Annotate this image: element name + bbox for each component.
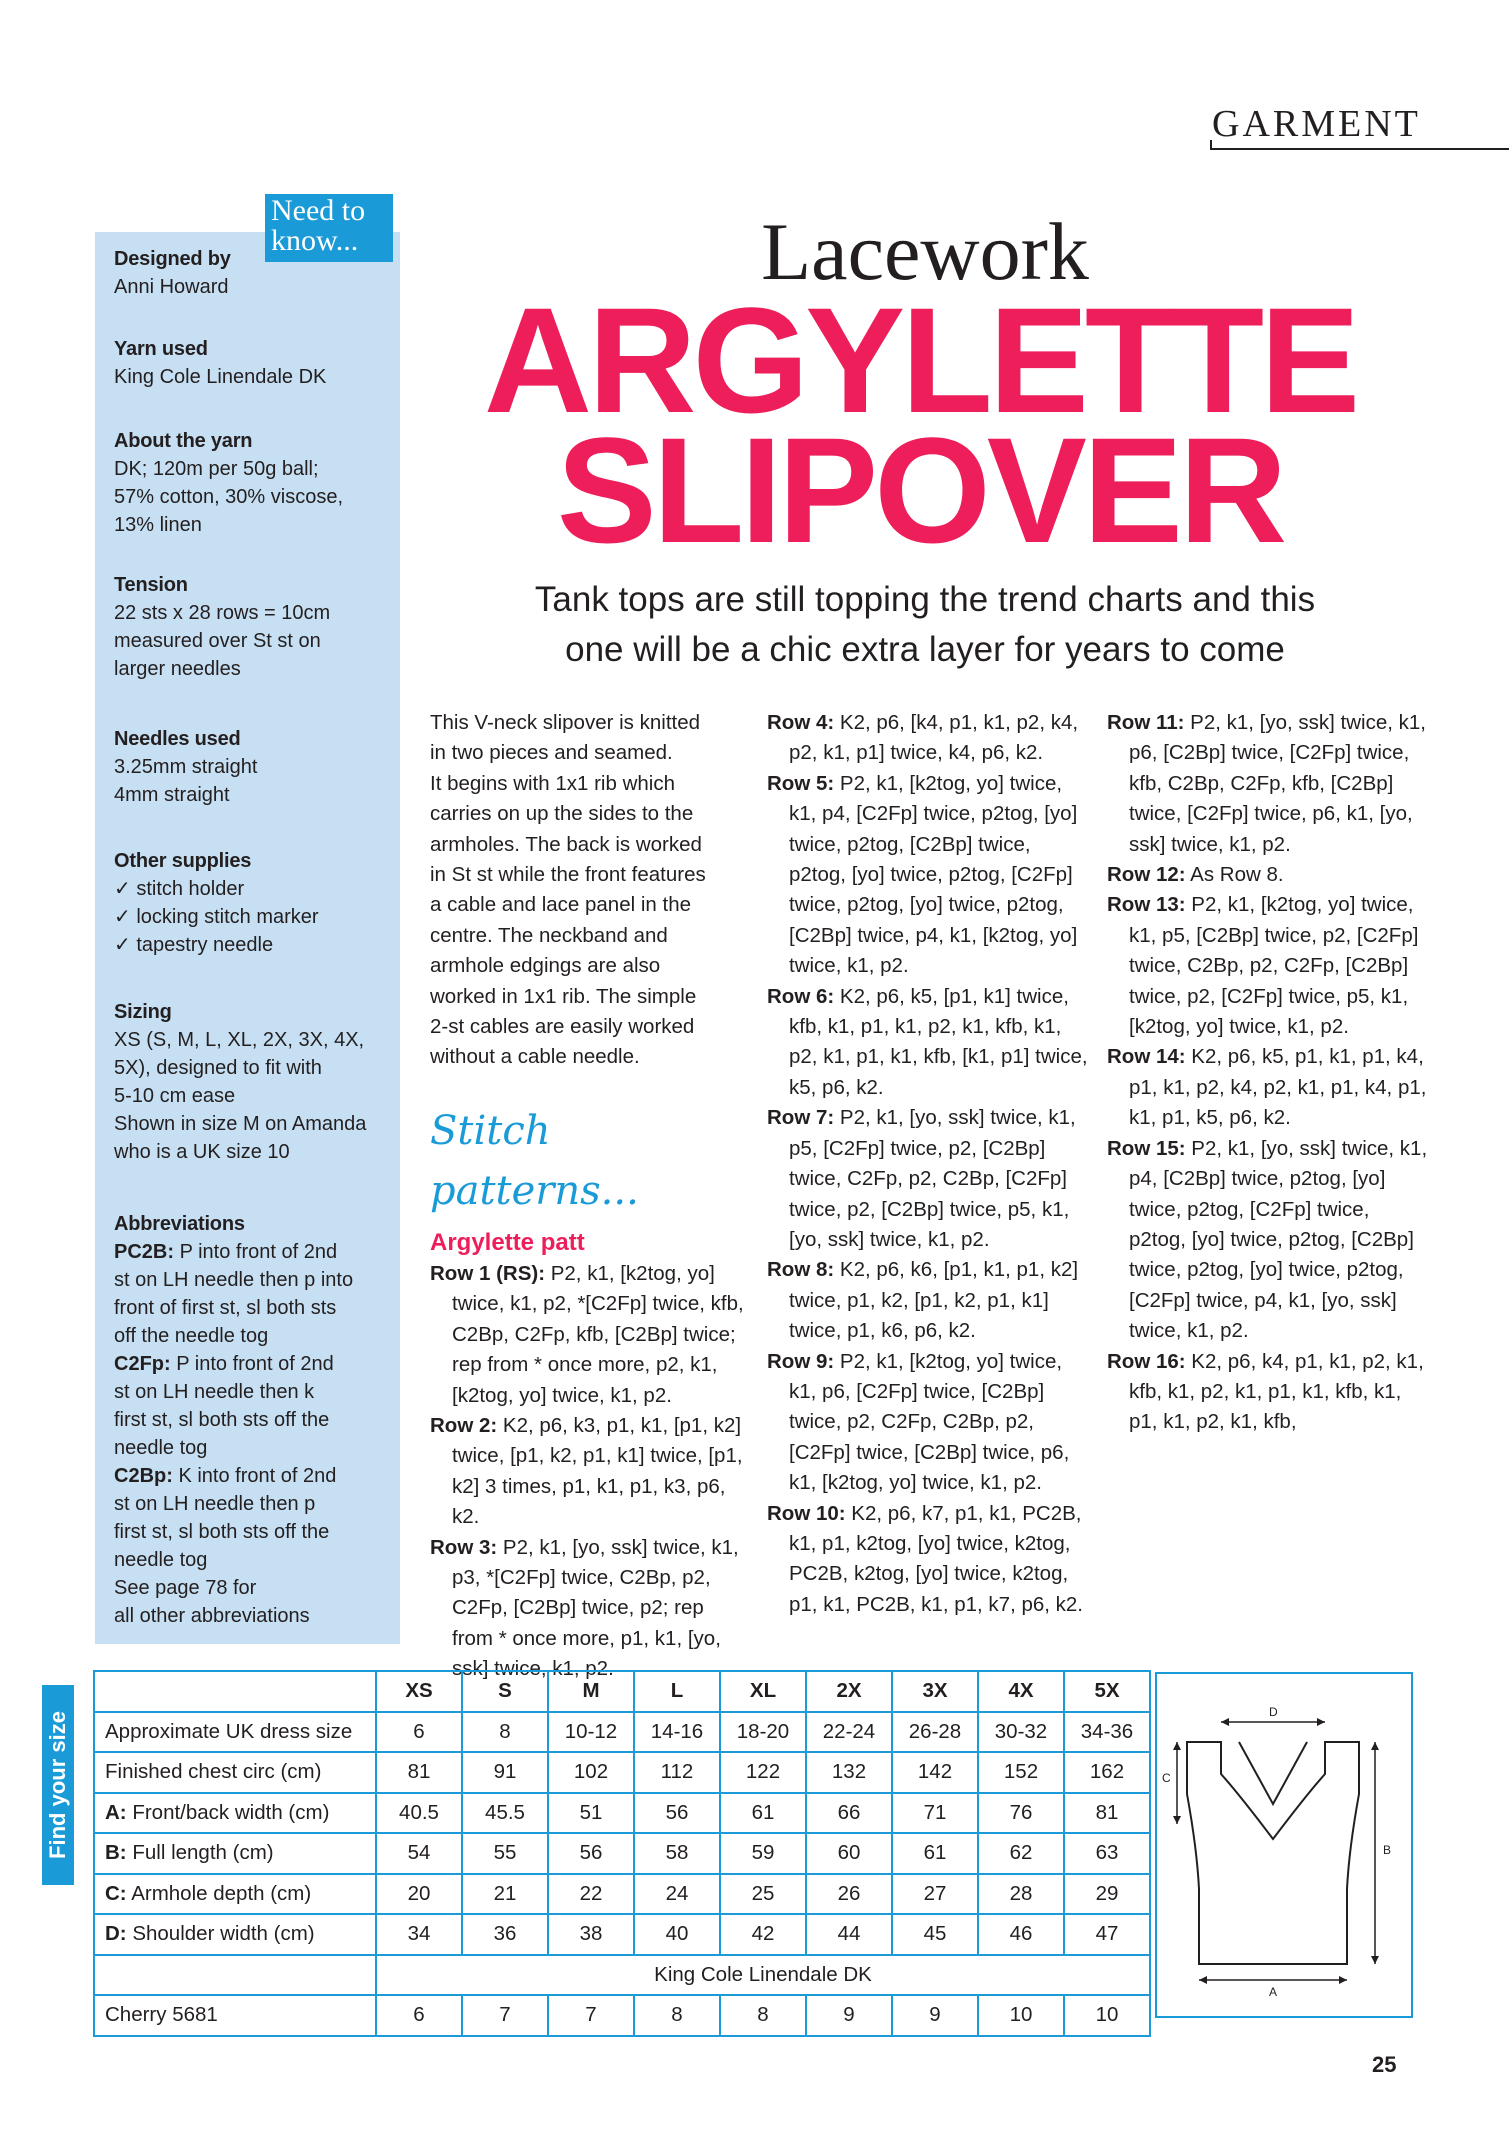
intro-line: a cable and lace panel in the xyxy=(430,893,692,917)
tension-block xyxy=(114,571,386,683)
supplies-item: ✓ tapestry needle xyxy=(114,934,274,956)
pattern-row xyxy=(1107,1347,1429,1438)
table-cell: 21 xyxy=(462,1874,548,1915)
size-header-cell: XL xyxy=(720,1671,806,1712)
table-cell: 29 xyxy=(1064,1874,1150,1915)
title-line-1: ARGYLETTE xyxy=(483,276,1357,444)
row-key: B: xyxy=(105,1841,127,1865)
intro-line: carries on up the sides to the xyxy=(430,802,694,826)
yarn-row-label: Cherry 5681 xyxy=(94,1995,376,2036)
stitch-patterns-heading: Stitch patterns... xyxy=(430,1107,639,1214)
section-rule xyxy=(1210,148,1509,150)
size-header-cell: XS xyxy=(376,1671,462,1712)
supplies-item: ✓ stitch holder xyxy=(114,878,245,900)
table-cell: 28 xyxy=(978,1874,1064,1915)
table-cell: 61 xyxy=(720,1793,806,1834)
pattern-row xyxy=(1107,708,1429,860)
row-text: P2, k1, [yo, ssk] twice, k1, p5, [C2Fp] twice, p2, [C2Bp] twice, C2Fp, p2, C2Bp, [C2Fp] twice, p2, [C2Bp] twice, p5, k1, [yo, ssk] twice, k1, p2. xyxy=(789,1106,1076,1251)
table-cell: 34 xyxy=(376,1914,462,1955)
table-cell: 9 xyxy=(892,1995,978,2036)
table-cell: 22 xyxy=(548,1874,634,1915)
row-key: C: xyxy=(105,1881,127,1905)
row-label: Row 9: xyxy=(767,1349,835,1373)
arrowhead xyxy=(1199,1976,1207,1984)
intro-line: without a cable needle. xyxy=(430,1045,640,1069)
sizing-line: Shown in size M on Amanda xyxy=(114,1113,367,1135)
intro-line: It begins with 1x1 rib which xyxy=(430,771,675,795)
table-cell: 7 xyxy=(462,1995,548,2036)
yarn-used-text: King Cole Linendale DK xyxy=(114,366,327,388)
size-header-cell: S xyxy=(462,1671,548,1712)
column-2 xyxy=(767,708,1089,1620)
abbr-footer: See page 78 for xyxy=(114,1577,257,1599)
table-cell: 61 xyxy=(892,1833,978,1874)
abbr-text: P into front of 2nd xyxy=(170,1353,334,1375)
tension-heading: Tension xyxy=(114,574,188,596)
arrowhead xyxy=(1221,1718,1229,1726)
table-cell: 9 xyxy=(806,1995,892,2036)
row-text: K2, p6, [k4, p1, k1, p2, k4, p2, k1, p1] twice, k4, p6, k2. xyxy=(789,711,1079,765)
table-cell: 71 xyxy=(892,1793,978,1834)
arrowhead xyxy=(1173,1742,1181,1750)
abbr-text: off the needle tog xyxy=(114,1325,269,1347)
row-text: As Row 8. xyxy=(1185,863,1284,887)
size-table xyxy=(93,1670,1151,2037)
size-header-cell: 5X xyxy=(1064,1671,1150,1712)
row-label: Front/back width (cm) xyxy=(126,1800,330,1824)
table-cell: 51 xyxy=(548,1793,634,1834)
table-cell: 7 xyxy=(548,1995,634,2036)
pattern-row xyxy=(1107,860,1429,890)
title-line-2: SLIPOVER xyxy=(556,406,1284,574)
abbr-text: st on LH needle then p into xyxy=(114,1269,354,1291)
sizing-line: 5X), designed to fit with xyxy=(114,1057,322,1079)
yarn-heading-blank xyxy=(94,1955,376,1996)
needles-heading: Needles used xyxy=(114,728,241,750)
row-label: Finished chest circ (cm) xyxy=(105,1760,322,1784)
table-cell: 102 xyxy=(548,1752,634,1793)
row-text: K2, p6, k7, p1, k1, PC2B, k1, p1, k2tog, [yo] twice, k2tog, PC2B, k2tog, [yo] twice, k2tog, p1, k1, PC2B, k1, p1, k7, p6, k2. xyxy=(789,1501,1083,1616)
pattern-row xyxy=(767,1499,1089,1621)
size-header-cell: 4X xyxy=(978,1671,1064,1712)
size-header-cell: 2X xyxy=(806,1671,892,1712)
table-cell: 45.5 xyxy=(462,1793,548,1834)
table-cell: 55 xyxy=(462,1833,548,1874)
table-cell: 162 xyxy=(1064,1752,1150,1793)
table-cell: 47 xyxy=(1064,1914,1150,1955)
page-number: 25 xyxy=(1372,2052,1397,2077)
dimension-b-label: B xyxy=(1383,1843,1392,1857)
table-cell: 36 xyxy=(462,1914,548,1955)
table-cell: 112 xyxy=(634,1752,720,1793)
abbr-key: C2Bp: xyxy=(114,1465,173,1487)
table-cell: 66 xyxy=(806,1793,892,1834)
row-key: A: xyxy=(105,1800,127,1824)
table-cell: 8 xyxy=(720,1995,806,2036)
find-your-size-tab xyxy=(42,1685,74,1885)
garment-outline xyxy=(1187,1742,1359,1964)
table-cell: 18-20 xyxy=(720,1712,806,1753)
arrowhead xyxy=(1173,1816,1181,1824)
row-key: D: xyxy=(105,1922,127,1946)
yarn-used-block xyxy=(114,335,386,391)
table-cell: 81 xyxy=(1064,1793,1150,1834)
table-cell: 56 xyxy=(634,1793,720,1834)
table-cell: 10 xyxy=(1064,1995,1150,2036)
dimension-d-label: D xyxy=(1269,1705,1278,1719)
table-cell: 132 xyxy=(806,1752,892,1793)
table-cell: 22-24 xyxy=(806,1712,892,1753)
intro-line: centre. The neckband and xyxy=(430,923,668,947)
pattern-row xyxy=(767,708,1089,769)
about-yarn-line: 57% cotton, 30% viscose, xyxy=(114,486,344,508)
row-text: K2, p6, k3, p1, k1, [p1, k2] twice, [p1, k2, p1, k1] twice, [p1, k2] 3 times, p1, k1, p1, k3, p6, k2. xyxy=(452,1413,743,1529)
row-label: Row 4: xyxy=(767,711,835,734)
row-label: Armhole depth (cm) xyxy=(126,1881,312,1905)
pattern-row xyxy=(430,1259,750,1411)
header-blank-cell xyxy=(94,1671,376,1712)
abbreviations-block xyxy=(114,1210,386,1630)
supplies-block xyxy=(114,847,386,959)
row-label-cell xyxy=(94,1874,376,1915)
needles-block xyxy=(114,725,386,809)
sizing-line: 5-10 cm ease xyxy=(114,1085,236,1107)
row-label: Row 5: xyxy=(767,771,835,795)
abbr-text: st on LH needle then k xyxy=(114,1381,315,1403)
sizing-line: XS (S, M, L, XL, 2X, 3X, 4X, xyxy=(114,1029,365,1051)
intro-line: worked in 1x1 rib. The simple xyxy=(430,984,697,1008)
row-label: Row 12: xyxy=(1107,863,1186,887)
arrowhead xyxy=(1339,1976,1347,1984)
row-text: P2, k1, [k2tog, yo] twice, k1, p2, *[C2Fp] twice, kfb, C2Bp, C2Fp, kfb, [C2Bp] twice; rep from * once more, p2, k1, [k2tog, yo] twice, k1, p2. xyxy=(452,1261,744,1407)
argylette-patt-heading: Argylette patt xyxy=(430,1228,585,1256)
abbr-key: C2Fp: xyxy=(114,1353,171,1375)
table-row xyxy=(94,1914,1150,1955)
row-text: K2, p6, k5, [p1, k1] twice, kfb, k1, p1, k1, p2, k1, kfb, k1, p2, k1, p1, k1, kfb, [k1, p1] twice, k5, p6, k2. xyxy=(789,984,1088,1099)
table-cell: 63 xyxy=(1064,1833,1150,1874)
pattern-row xyxy=(1107,1134,1429,1347)
table-row xyxy=(94,1874,1150,1915)
about-yarn-heading: About the yarn xyxy=(114,430,253,452)
table-cell: 62 xyxy=(978,1833,1064,1874)
section-rule-tick xyxy=(1210,140,1212,150)
pattern-row xyxy=(767,1103,1089,1255)
row-label-cell xyxy=(94,1914,376,1955)
row-label: Row 1 (RS): xyxy=(430,1261,546,1285)
row-label: Row 11: xyxy=(1107,711,1185,734)
supplies-heading: Other supplies xyxy=(114,850,252,872)
row-text: P2, k1, [k2tog, yo] twice, k1, p6, [C2Fp] twice, [C2Bp] twice, p2, C2Fp, C2Bp, p2, [C2Fp] twice, [C2Bp] twice, p6, k1, [k2tog, yo] twice, k1, p2. xyxy=(789,1349,1070,1495)
table-cell: 8 xyxy=(462,1712,548,1753)
schematic-diagram xyxy=(1155,1672,1413,2018)
row-text: P2, k1, [k2tog, yo] twice, k1, p5, [C2Bp] twice, p2, [C2Fp] twice, C2Bp, p2, C2Fp, [C2Bp] twice, p2, [C2Fp] twice, p5, k1, [k2tog, yo] twice, k1, p2. xyxy=(1129,893,1419,1039)
row-label: Full length (cm) xyxy=(126,1841,274,1865)
sizing-block xyxy=(114,998,386,1166)
sizing-line: who is a UK size 10 xyxy=(114,1141,290,1163)
abbr-text: first st, sl both sts off the xyxy=(114,1521,330,1543)
intro-line: armhole edgings are also xyxy=(430,954,661,978)
row-text: P2, k1, [k2tog, yo] twice, k1, p4, [C2Fp] twice, p2tog, [yo] twice, p2tog, [C2Bp] twice, p2tog, [yo] twice, p2tog, [C2Fp] twice, p2tog, [yo] twice, p2tog, [C2Bp] twice, p4, k1, [k2tog, yo] twice, k1, p2. xyxy=(789,771,1078,978)
table-cell: 14-16 xyxy=(634,1712,720,1753)
intro-line: This V-neck slipover is knitted xyxy=(430,711,701,734)
table-cell: 46 xyxy=(978,1914,1064,1955)
table-cell: 81 xyxy=(376,1752,462,1793)
pattern-row xyxy=(430,1533,750,1685)
intro-line: 2-st cables are easily worked xyxy=(430,1015,695,1039)
row-label: Row 6: xyxy=(767,984,835,1008)
yarn-heading-row xyxy=(94,1955,1150,1996)
table-cell: 10-12 xyxy=(548,1712,634,1753)
arrowhead xyxy=(1317,1718,1325,1726)
size-header-cell: 3X xyxy=(892,1671,978,1712)
row-label: Shoulder width (cm) xyxy=(126,1922,315,1946)
abbr-text: st on LH needle then p xyxy=(114,1493,316,1515)
intro-line: in two pieces and seamed. xyxy=(430,741,673,765)
about-yarn-line: 13% linen xyxy=(114,514,202,536)
table-cell: 60 xyxy=(806,1833,892,1874)
row-label: Row 16: xyxy=(1107,1349,1186,1373)
abbr-text: needle tog xyxy=(114,1549,208,1571)
pattern-row xyxy=(767,1255,1089,1346)
about-yarn-block xyxy=(114,427,386,539)
row-text: P2, k1, [yo, ssk] twice, k1, p3, *[C2Fp] twice, C2Bp, p2, C2Fp, [C2Bp] twice, p2; rep from * once more, p1, k1, [yo, ssk] twice, k1, p2. xyxy=(452,1535,739,1681)
table-cell: 6 xyxy=(376,1712,462,1753)
column-1 xyxy=(430,708,750,1685)
abbr-text: first st, sl both sts off the xyxy=(114,1409,330,1431)
sizing-heading: Sizing xyxy=(114,1001,172,1023)
needles-line: 3.25mm straight xyxy=(114,756,258,778)
table-cell: 42 xyxy=(720,1914,806,1955)
table-cell: 142 xyxy=(892,1752,978,1793)
table-cell: 44 xyxy=(806,1914,892,1955)
yarn-heading-cell: King Cole Linendale DK xyxy=(376,1955,1150,1996)
standfirst-line: Tank tops are still topping the trend charts and this xyxy=(534,580,1316,619)
dimension-a-label: A xyxy=(1269,1985,1278,1999)
abbr-text: front of first st, sl both sts xyxy=(114,1297,337,1319)
table-cell: 6 xyxy=(376,1995,462,2036)
table-cell: 40 xyxy=(634,1914,720,1955)
intro-line: in St st while the front features xyxy=(430,863,706,887)
size-header-cell: M xyxy=(548,1671,634,1712)
section-tag: GARMENT xyxy=(1212,103,1421,145)
table-cell: 8 xyxy=(634,1995,720,2036)
designed-by-block xyxy=(114,245,386,301)
table-cell: 91 xyxy=(462,1752,548,1793)
intro-line: armholes. The back is worked xyxy=(430,832,702,856)
row-label-cell xyxy=(94,1712,376,1753)
pattern-row xyxy=(1107,890,1429,1042)
abbr-entry-c2fp xyxy=(114,1350,386,1378)
table-cell: 26 xyxy=(806,1874,892,1915)
table-cell: 38 xyxy=(548,1914,634,1955)
tension-line: measured over St st on xyxy=(114,630,321,652)
neckline xyxy=(1239,1742,1307,1804)
row-label-cell xyxy=(94,1833,376,1874)
table-cell: 59 xyxy=(720,1833,806,1874)
tension-line: 22 sts x 28 rows = 10cm xyxy=(114,602,331,624)
table-row xyxy=(94,1752,1150,1793)
table-cell: 26-28 xyxy=(892,1712,978,1753)
abbr-text: P into front of 2nd xyxy=(174,1241,338,1263)
table-cell: 76 xyxy=(978,1793,1064,1834)
standfirst xyxy=(480,575,1370,675)
row-label: Row 7: xyxy=(767,1106,835,1130)
abbr-entry-pc2b xyxy=(114,1238,386,1266)
column-3 xyxy=(1107,708,1429,1438)
table-cell: 58 xyxy=(634,1833,720,1874)
table-cell: 122 xyxy=(720,1752,806,1793)
table-cell: 56 xyxy=(548,1833,634,1874)
designed-by-heading: Designed by xyxy=(114,248,231,270)
row-label: Row 8: xyxy=(767,1258,835,1282)
table-row xyxy=(94,1712,1150,1753)
row-label: Row 15: xyxy=(1107,1136,1186,1160)
table-cell: 30-32 xyxy=(978,1712,1064,1753)
slipover-schematic xyxy=(1157,1674,1411,2016)
standfirst-line: one will be a chic extra layer for years to come xyxy=(565,630,1285,669)
dimension-c-label: C xyxy=(1162,1771,1171,1785)
table-cell: 10 xyxy=(978,1995,1064,2036)
pattern-row xyxy=(430,1411,750,1533)
table-cell: 34-36 xyxy=(1064,1712,1150,1753)
abbr-text: needle tog xyxy=(114,1437,208,1459)
row-label: Row 10: xyxy=(767,1501,846,1525)
pattern-row xyxy=(1107,1042,1429,1133)
abbr-entry-c2bp xyxy=(114,1462,386,1490)
row-label: Row 14: xyxy=(1107,1045,1186,1069)
abbr-text: K into front of 2nd xyxy=(172,1465,337,1487)
badge-line-2: know... xyxy=(271,224,359,257)
tension-line: larger needles xyxy=(114,658,241,680)
row-label: Row 2: xyxy=(430,1413,498,1437)
arrowhead xyxy=(1371,1742,1379,1750)
pattern-row xyxy=(767,1347,1089,1499)
table-cell: 20 xyxy=(376,1874,462,1915)
needles-line: 4mm straight xyxy=(114,784,230,806)
table-cell: 40.5 xyxy=(376,1793,462,1834)
abbr-key: PC2B: xyxy=(114,1241,175,1263)
title-kicker: Lacework xyxy=(761,206,1089,297)
table-cell: 152 xyxy=(978,1752,1064,1793)
table-row xyxy=(94,1833,1150,1874)
abbreviations-heading: Abbreviations xyxy=(114,1213,245,1235)
row-label: Approximate UK dress size xyxy=(105,1719,353,1743)
row-label-cell xyxy=(94,1793,376,1834)
row-text: P2, k1, [yo, ssk] twice, k1, p6, [C2Bp] twice, [C2Fp] twice, kfb, C2Bp, C2Fp, kfb, [C2Bp] twice, [C2Fp] twice, p6, k1, [yo, ssk] twice, k1, p2. xyxy=(1129,711,1426,856)
table-row xyxy=(94,1793,1150,1834)
arrowhead xyxy=(1371,1956,1379,1964)
table-cell: 54 xyxy=(376,1833,462,1874)
supplies-item: ✓ locking stitch marker xyxy=(114,906,319,928)
size-header-cell: L xyxy=(634,1671,720,1712)
designed-by-text: Anni Howard xyxy=(114,276,229,298)
row-text: K2, p6, k5, p1, k1, p1, k4, p1, k1, p2, k4, p2, k1, p1, k4, p1, k1, p1, k5, p6, k2. xyxy=(1129,1045,1427,1130)
table-cell: 27 xyxy=(892,1874,978,1915)
pattern-row xyxy=(767,769,1089,982)
row-text: K2, p6, k6, [p1, k1, p1, k2] twice, p1, k2, [p1, k2, p1, k1] twice, p1, k6, p6, k2. xyxy=(789,1258,1079,1343)
about-yarn-line: DK; 120m per 50g ball; xyxy=(114,458,319,480)
size-header-row xyxy=(94,1671,1150,1712)
yarn-used-heading: Yarn used xyxy=(114,338,208,360)
table-cell: 25 xyxy=(720,1874,806,1915)
find-your-size-label: Find your size xyxy=(45,1711,70,1859)
row-label: Row 13: xyxy=(1107,893,1186,917)
row-label-cell xyxy=(94,1752,376,1793)
table-cell: 24 xyxy=(634,1874,720,1915)
table-cell: 45 xyxy=(892,1914,978,1955)
row-label: Row 3: xyxy=(430,1535,498,1559)
pattern-row xyxy=(767,982,1089,1104)
yarn-row xyxy=(94,1995,1150,2036)
abbr-footer: all other abbreviations xyxy=(114,1605,310,1627)
row-text: K2, p6, k4, p1, k1, p2, k1, kfb, k1, p2, k1, p1, k1, kfb, k1, p1, k1, p2, k1, kfb, xyxy=(1129,1349,1424,1434)
row-text: P2, k1, [yo, ssk] twice, k1, p4, [C2Bp] twice, p2tog, [yo] twice, p2tog, [C2Fp] twice, p2tog, [yo] twice, p2tog, [C2Bp] twice, p2tog, [yo] twice, p2tog, [C2Fp] twice, p4, k1, [yo, ssk] twice, k1, p2. xyxy=(1129,1136,1428,1343)
badge-line-1: Need to xyxy=(271,194,366,227)
